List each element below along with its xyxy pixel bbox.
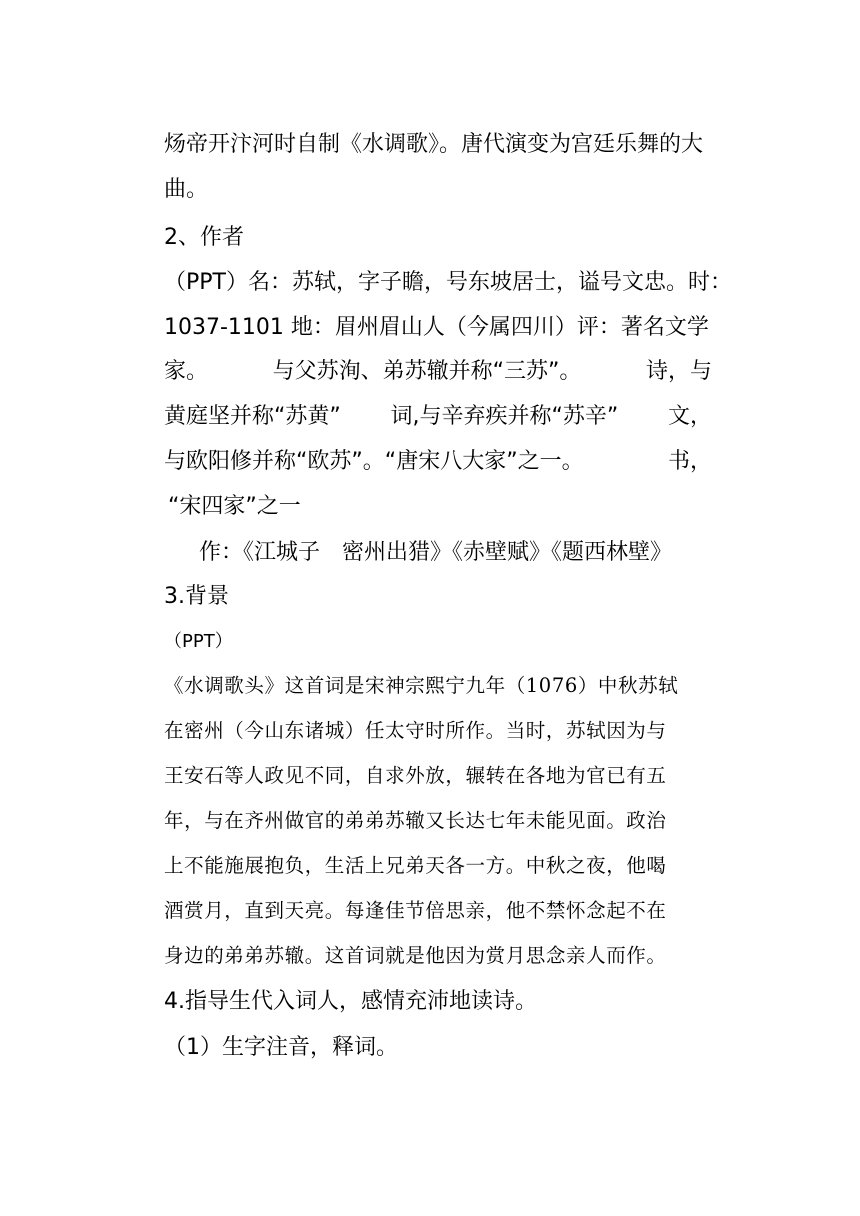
author-line-3 [164, 357, 712, 387]
author-line-5 [164, 447, 712, 477]
author-line-4 [164, 402, 712, 432]
author-line-1: （PPT）名：苏轼，字子瞻，号东坡居士，谥号文忠。时： [164, 270, 732, 295]
background-line: 《水调歌头》这首词是宋神宗熙宁九年（1076）中秋苏轼 [164, 674, 679, 697]
background-line: 酒赏月，直到天亮。每逢佳节倍思亲，他不禁怀念起不在 [164, 899, 667, 922]
author-line-4-part-3: 文， [667, 404, 712, 429]
author-works-line: 作：《江城子 密州出猎》《赤壁赋》《题西林壁》 [199, 540, 673, 565]
intro-line-2: 曲。 [164, 177, 209, 202]
guide-subheading: （1）生字注音，释词。 [164, 1035, 398, 1060]
author-line-3-part-2: 与父苏洵、弟苏辙并称“三苏”。 [272, 359, 582, 384]
guide-heading: 4.指导生代入词人，感情充沛地读诗。 [164, 989, 537, 1014]
background-line: 年，与在齐州做官的弟弟苏辙又长达七年未能见面。政治 [164, 809, 667, 832]
background-heading: 3.背景 [164, 584, 229, 609]
background-line: 在密州（今山东诸城）任太守时所作。当时，苏轼因为与 [164, 719, 667, 742]
background-ppt-label: （PPT） [164, 631, 233, 652]
author-line-4-part-2: 词,与辛弃疾并称“苏辛” [390, 404, 619, 429]
author-heading: 2、作者 [164, 225, 244, 250]
background-line: 身边的弟弟苏辙。这首词就是他因为赏月思念亲人而作。 [164, 944, 667, 967]
background-line: 上不能施展抱负，生活上兄弟天各一方。中秋之夜，他喝 [164, 854, 667, 877]
author-line-3-part-3: 诗，与 [645, 359, 712, 384]
author-line-3-part-1: 家。 [164, 359, 209, 384]
author-line-4-part-1: 黄庭坚并称“苏黄” [164, 404, 341, 429]
author-line-2: 1037-1101 地：眉州眉山人（今属四川）评：著名文学 [164, 315, 709, 340]
background-line: 王安石等人政见不同，自求外放，辗转在各地为官已有五 [164, 764, 667, 787]
intro-line-1: 炀帝开汴河时自制《水调歌》。唐代演变为宫廷乐舞的大 [164, 132, 704, 157]
author-line-6: “宋四家”之一 [168, 494, 301, 519]
author-line-5-part-1: 与欧阳修并称“欧苏”。“唐宋八大家”之一。 [164, 449, 584, 474]
author-line-5-part-2: 书， [667, 449, 712, 474]
